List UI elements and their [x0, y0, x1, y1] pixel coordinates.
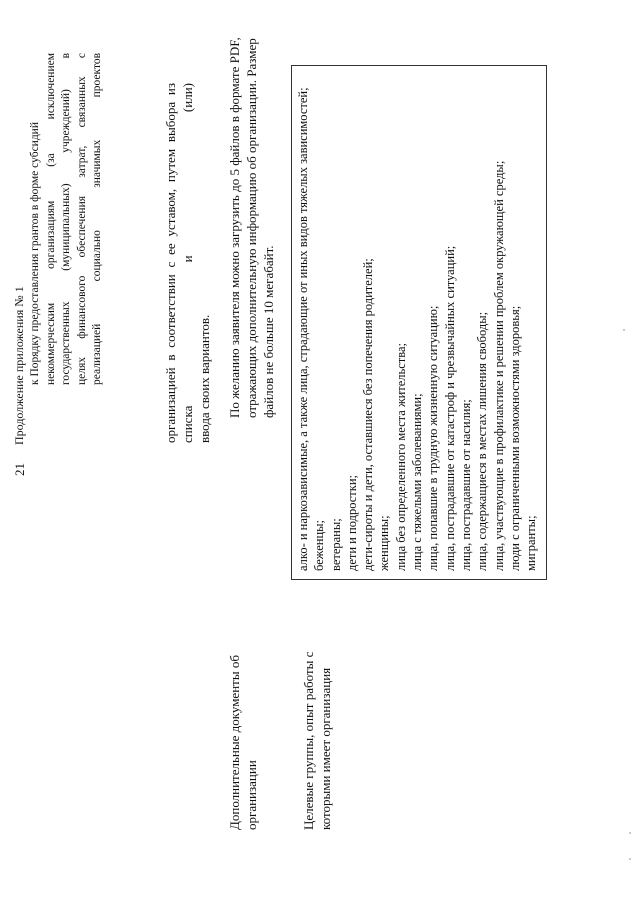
- appendix-line: целях финансового обеспечения затрат, связанных с: [75, 53, 88, 385]
- list-item: женщины;: [377, 515, 392, 571]
- list-item: лица с тяжелыми заболеваниями;: [410, 393, 425, 571]
- list-item: люди с ограниченными возможностями здоровья;: [507, 305, 522, 571]
- list-item: лица, участвующие в профилактике и решении проблем окружающей среды;: [491, 160, 506, 571]
- appendix-description: [28, 53, 106, 385]
- scan-speck: [629, 832, 631, 834]
- target-groups-list: [291, 65, 547, 580]
- appendix-line: к Порядку предоставления грантов в форме субсидий: [29, 122, 41, 385]
- list-item: дети-сироты и дети, оставшиеся без попечения родителей;: [361, 258, 376, 571]
- list-item: лица, пострадавшие от насилия;: [458, 399, 473, 571]
- continuation-line: организацией в соответствии с ее уставом, путем выбора из списка и (или): [163, 83, 195, 443]
- list-item: лица, попавшие в трудную жизненную ситуацию;: [426, 305, 441, 571]
- appendix-line: государственных (муниципальных) учреждений) в: [60, 53, 72, 385]
- scan-speck: [623, 329, 625, 331]
- list-item: алко- и наркозависимые, а также лица, страдающие от иных видов тяжелых зависимостей;: [296, 87, 310, 571]
- continuation-text: [162, 83, 213, 443]
- appendix-title: Продолжение приложения № 1: [12, 286, 26, 445]
- scan-speck: [629, 858, 631, 860]
- list-item: ветераны;: [328, 518, 343, 571]
- appendix-line: некоммерческим организациям (за исключением: [44, 53, 57, 385]
- list-item: дети и подростки;: [344, 475, 359, 571]
- row-content-additional-documents: По желанию заявителя можно загрузить до 5 файлов в формате PDF, отражающих дополнительную информацию об организации. Размер файлов не больше 10 мегабайт.: [227, 37, 276, 418]
- list-item: лица без определенного места жительства;: [393, 343, 408, 571]
- appendix-line: реализацией социально значимых проектов: [91, 53, 103, 385]
- row-label-additional-documents: Дополнительные документы об организации: [227, 655, 259, 830]
- list-item: мигранты;: [524, 515, 539, 571]
- list-item: беженцы;: [312, 519, 327, 571]
- list-item: лица, содержащиеся в местах лишения свободы;: [475, 311, 490, 571]
- page-number: 21: [12, 463, 27, 476]
- row-label-target-groups: Целевые группы, опыт работы с которыми имеет организация: [301, 651, 333, 830]
- continuation-line: ввода своих вариантов.: [197, 314, 212, 443]
- list-item: лица, пострадавшие от катастроф и чрезвычайных ситуаций;: [442, 245, 457, 571]
